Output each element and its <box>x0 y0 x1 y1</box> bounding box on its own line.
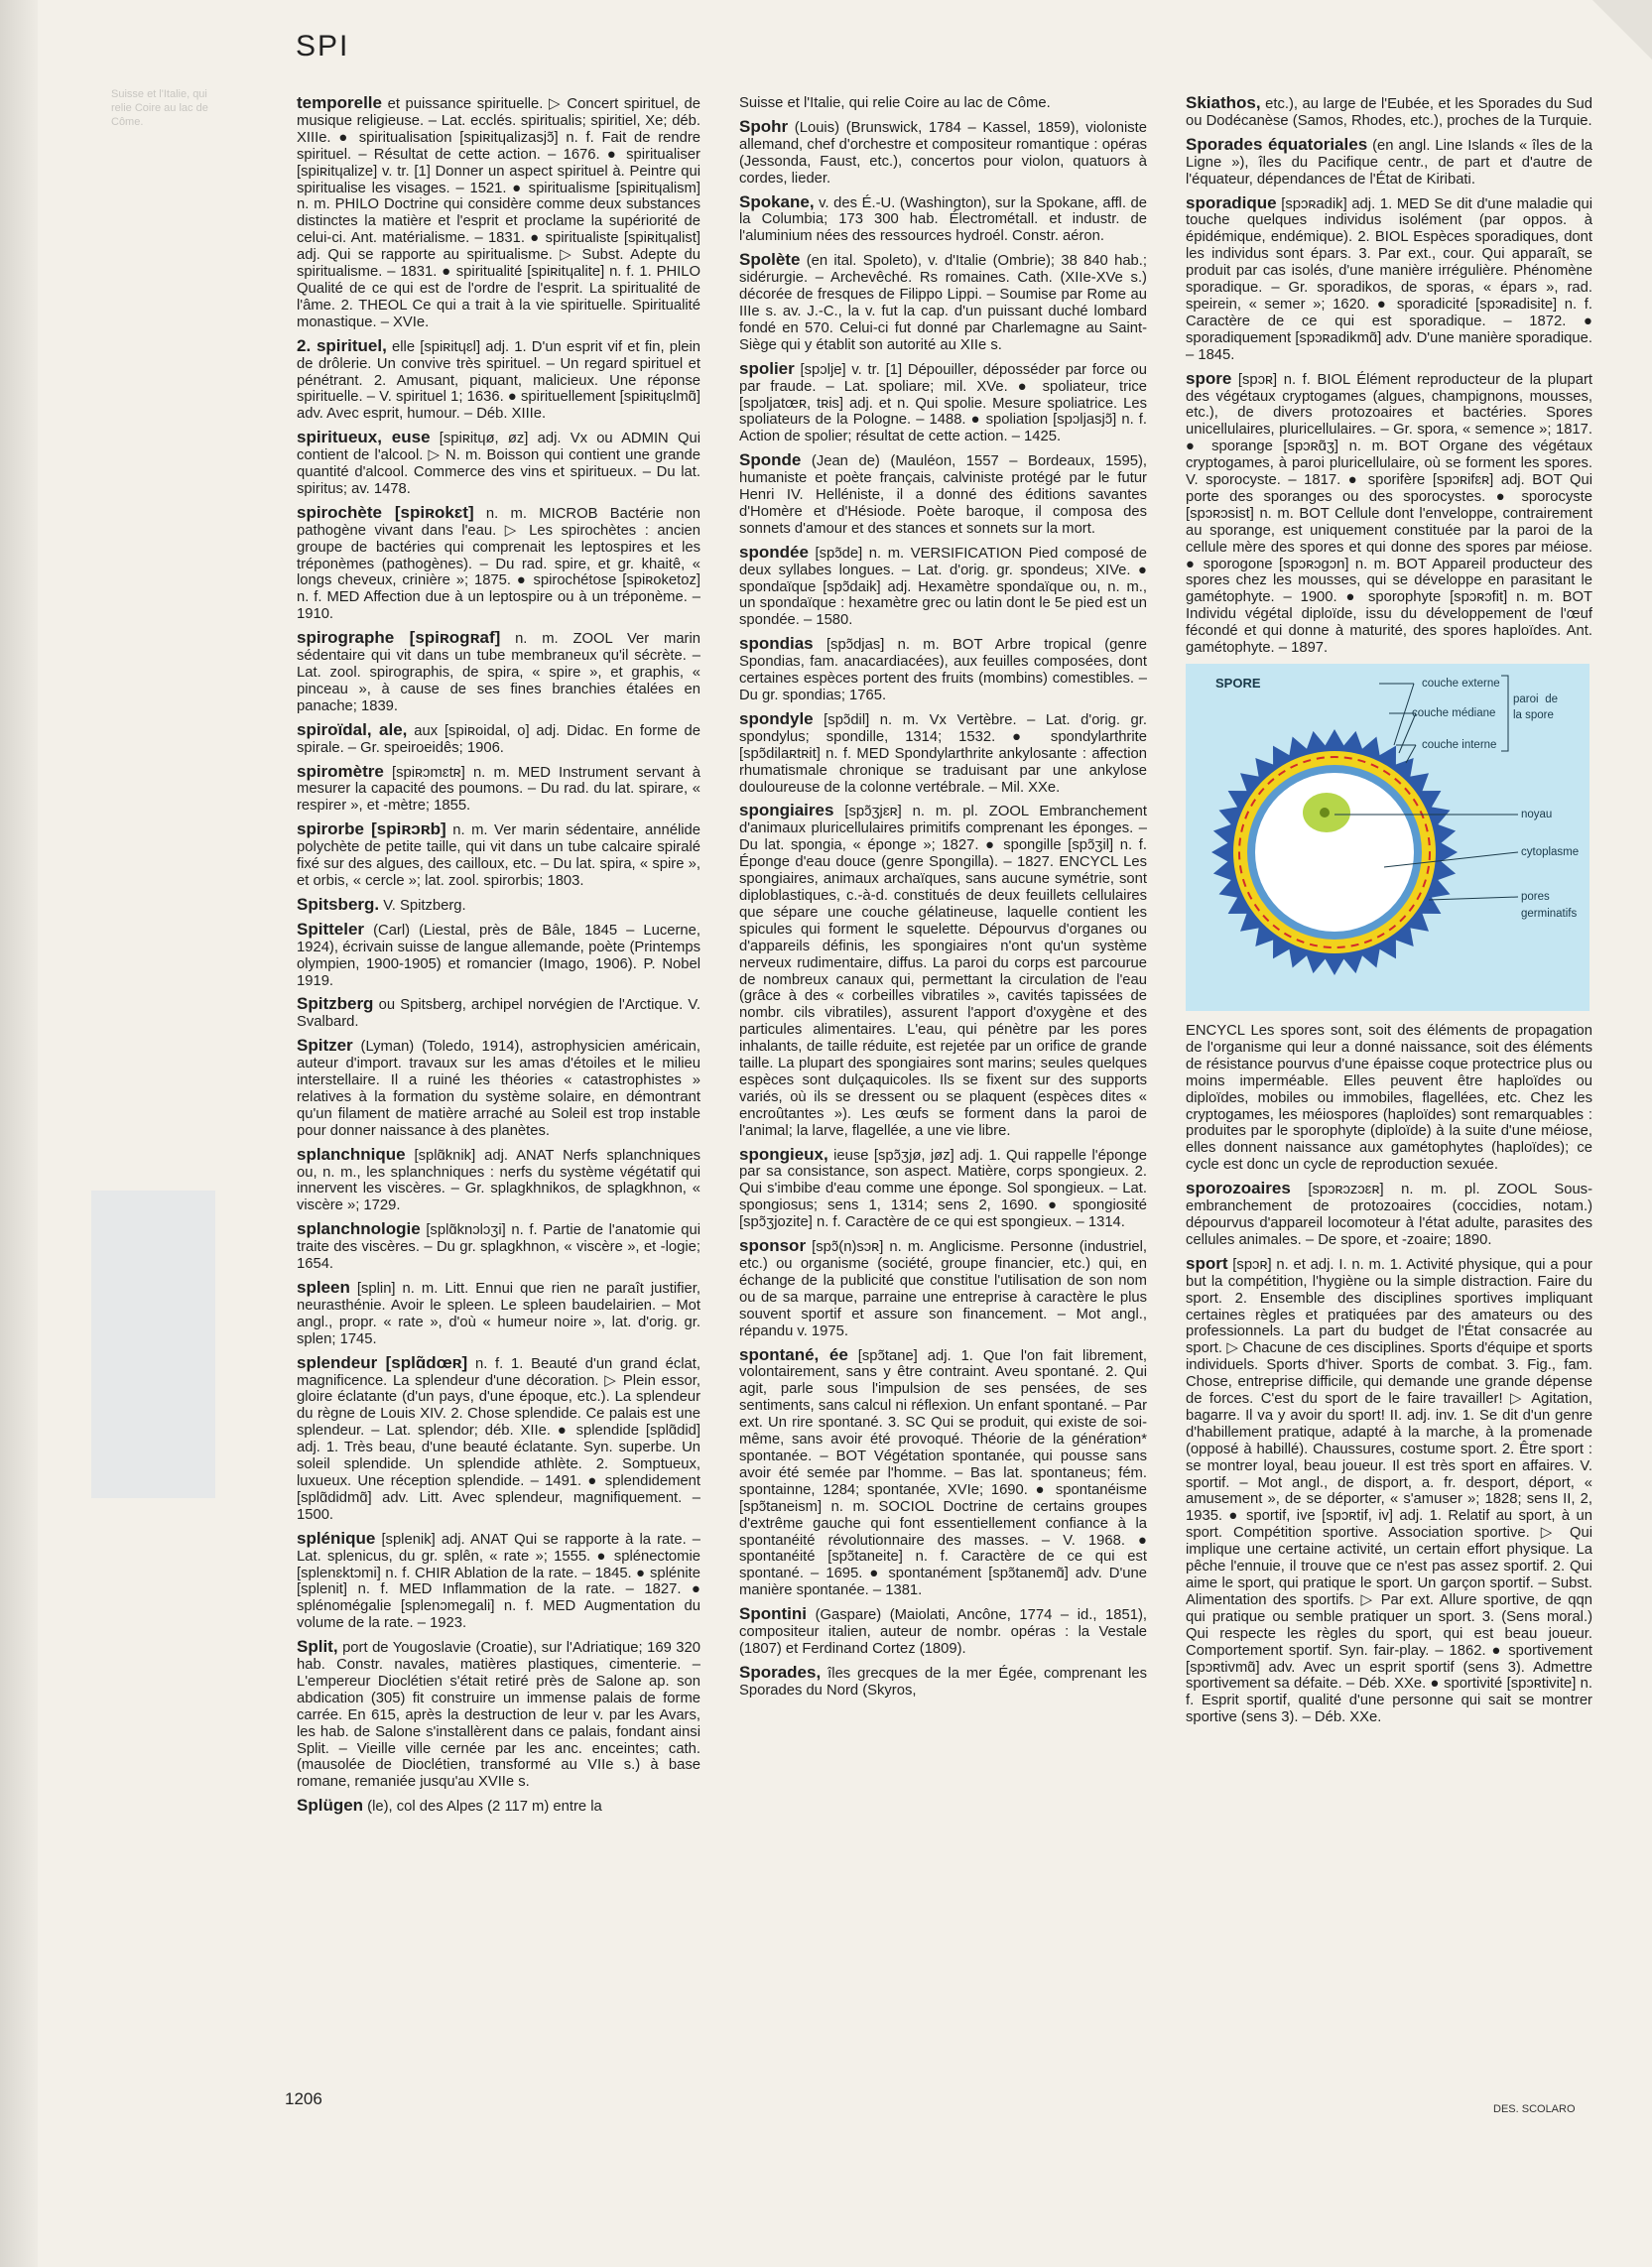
dictionary-entry: Split, port de Yougoslavie (Croatie), sur l'Adriatique; 169 320 hab. Constr. navales, matières plastiques, cimenterie. – L'empereur Dioclétien s'était retiré près de Salone ap. son abdication (305) fit construire un immense palais de forme carrée. En 615, après la destruction de leur v. par les Avars, les hab. de Salone s'installèrent dans ce palais, fondant ainsi Split. – Vieille ville cernée par les anc. enceintes; cath. (mausolée de Dioclétien, transformé au VIIe s.) à base romane, remaniée jusqu'au XVIIe s. <box>297 1637 700 1791</box>
headword: sponsor <box>739 1236 807 1256</box>
headword: Sporades, <box>739 1662 822 1682</box>
headword: sporozoaires <box>1186 1179 1291 1198</box>
nucleolus <box>1320 808 1330 818</box>
dictionary-entry: Sporades équatoriales (en angl. Line Islands « îles de la Ligne »), îles du Pacifique centr., de part et d'autre de l'équateur, dépendances de l'État de Kiribati. <box>1186 134 1593 188</box>
dictionary-entry: Sporades, îles grecques de la mer Égée, comprenant les Sporades du Nord (Skyros, <box>739 1662 1147 1699</box>
dictionary-entry: Skiathos, etc.), au large de l'Eubée, et les Sporades du Sud ou Dodécanèse (Samos, Rhodes, etc.), proches de la Turquie. <box>1186 93 1592 129</box>
headword: Skiathos, <box>1186 93 1261 112</box>
headword: spongieux, <box>739 1144 828 1164</box>
dictionary-entry: Spitzer (Lyman) (Toledo, 1914), astrophysicien américain, auteur d'import. travaux sur les amas d'étoiles et le milieu interstellaire. Il a ruiné les théories « catastrophistes » relatives à la formation du système solaire, en démontrant qu'un filament de matière arraché au Soleil est trop instable pour donner naissance à des planètes. <box>297 1036 700 1139</box>
headword: spolier <box>739 358 795 378</box>
headword: spleen <box>297 1278 350 1297</box>
dictionary-entry: Spohr (Louis) (Brunswick, 1784 – Kassel, 1859), violoniste allemand, chef d'orchestre et compositeur romantique : opéras (Jessonda, Faust, etc.), concertos pour violon, quatuors à cordes, lieder. <box>739 116 1147 187</box>
page-edge <box>0 0 38 2267</box>
label-inner-layer: couche interne <box>1422 739 1497 751</box>
dictionary-entry: 2. spirituel, elle [spiʀitɥɛl] adj. 1. D'un esprit vif et fin, plein de drôlerie. Un convive très spirituel. – Un regard spirituel et pénétrant. 2. Amusant, piquant, malicieux. Une réponse spirituelle. – V. spirituel 1; 1636. ● spirituellement [spiʀitɥɛlmɑ̃] adv. Avec esprit, humour. – Déb. XIIIe. <box>297 335 701 423</box>
dictionary-entry: spleen [splin] n. m. Litt. Ennui que rien ne paraît justifier, neurasthénie. Avoir le spleen. Le spleen baudelairien. – Mot angl., propr. « rate », d'où « humeur noire », lat. d'orig. gr. splen; 1745. <box>297 1278 700 1347</box>
dictionary-entry: Spontini (Gaspare) (Maiolati, Ancône, 1774 – id., 1851), compositeur italien, auteur de nombr. opéras : la Vestale (1807) et Ferdinand Cortez (1809). <box>739 1604 1147 1657</box>
headword: Spitzberg <box>297 994 374 1014</box>
dictionary-entry: Sponde (Jean de) (Mauléon, 1557 – Bordeaux, 1595), humaniste et poète français, calviniste protégé par le futur Henri IV. Helléniste, il a donné des éditions savantes d'Homère et d'Hésiode. Poète baroque, il composa des sonnets d'amour et des stances et sonnets sur la mort. <box>739 450 1147 537</box>
dictionary-entry: splénique [splenik] adj. ANAT Qui se rapporte à la rate. – Lat. splenicus, du gr. splên, « rate »; 1555. ● splénectomie [splenɛktɔmi] n. f. CHIR Ablation de la rate. – 1845. ● splénite [splenit] n. f. MED Inflammation de la rate. – 1827. ● splénomégalie [splenɔmegali] n. f. MED Augmentation du volume de la rate. – 1923. <box>297 1528 700 1632</box>
headword: Spokane, <box>739 191 815 211</box>
headword: spiromètre <box>297 761 384 781</box>
headword: spiritueux, euse <box>297 428 431 447</box>
headword: splénique <box>297 1528 376 1548</box>
dictionary-entry: ENCYCL Les spores sont, soit des éléments de propagation de l'organisme qui leur a donné naissance, soit des éléments de résistance pourvus d'une épaisse coque protectrice plus ou moins imperméable. Elles peuvent être haploïdes ou diploïdes, mobiles ou immobiles, flagellées, etc. Chez les cryptogames, les méiospores (haploïdes) sont remarquables : produites par le sporophyte (diploïde) à la suite d'une méiose, elles donnent naissance aux gamétophytes (haploïdes); ce cycle est donc un cycle de reproduction sexuée. <box>1186 1023 1592 1174</box>
headword: Splügen <box>297 1796 364 1816</box>
headword: sporadique <box>1186 192 1277 212</box>
headword: spirochète [spiʀokɛt] <box>297 502 474 522</box>
headword: spirographe [spiʀogʀaf] <box>297 628 501 648</box>
dictionary-entry: sporozoaires [spɔʀɔzɔɛʀ] n. m. pl. ZOOL Sous-embranchement de protozoaires (coccidies, notam.) dépourvus d'appareil locomoteur à l'état adulte, parasites des cellules animales. – De spore, et -zoaire; 1890. <box>1186 1179 1592 1248</box>
dictionary-entry: sport [spɔʀ] n. et adj. I. n. m. 1. Activité physique, qui a pour but la compétition, l'hygiène ou la simple distraction. Faire du sport. 2. Ensemble des disciplines sportives impliquant certaines règles et pratiquées par des amateurs ou des professionnels. La part du budget de l'État consacrée au sport. ▷ Chacune de ces disciplines. Sports d'équipe et sports individuels. Sports d'hiver. Sports de combat. 3. Fig., fam. Chose, entreprise difficile, qui demande une grande dépense de forces. C'est du sport de le faire travailler! ▷ Agitation, bagarre. Il va y avoir du sport! II. adj. inv. 1. Se dit d'un genre d'habillement pratique, adapté à la marche, à la promenade (opposé à habillé). Chaussures, costume sport. 2. Être sport : se montrer loyal, beau joueur. Il est très sport en affaires. V. sportif. – Mot angl., de disport, a. fr. desport, déport, « amusement », de se déporter, « s'amuser »; 1828; sens II, 2, 1935. ● sportif, ive [spɔʀtif, iv] adj. 1. Relatif au sport, à un sport. Compétition sportive. Association sportive. ▷ Qui implique une certaine activité, un certain effort physique. La pêche l'ennuie, il trouve que ce n'est pas assez sportif. 2. Qui aime le sport, qui pratique le sport. Un garçon sportif. – Subst. Alimentation des sportifs. ▷ Par ext. Allure sportive, de qqn qui pratique ou semble pratiquer un sport. 3. (Sens moral.) Qui respecte les règles du sport, qui est beau joueur. Comportement sportif. Syn. fair-play. – 1862. ● sportivement [spɔʀtivmɑ̃] adv. Avec un esprit sportif (sens 3). Admettre sportivement sa défaite. – Déb. XXe. ● sportivité [spɔʀtivite] n. f. Esprit sportif, qualité d'une personne qui sait se montrer sportive (sens 3). – Déb. XXe. <box>1186 1253 1592 1726</box>
dictionary-entry: spiroïdal, ale, aux [spiʀoidal, o] adj. Didac. En forme de spirale. – Gr. speiroeidês; 1906. <box>297 719 700 756</box>
dictionary-entry: Splügen (le), col des Alpes (2 117 m) entre la <box>297 1796 602 1816</box>
dictionary-entry: splendeur [splɑ̃dœʀ] n. f. 1. Beauté d'un grand éclat, magnificence. La splendeur d'une décoration. ▷ Plein essor, gloire éclatante (d'un pays, d'une époque, etc.). La splendeur du règne de Louis XIV. 2. Chose splendide. Ce palais est une splendeur. – Lat. splendor; déb. XIIe. ● splendide [splɑ̃did] adj. 1. Très beau, d'une beauté éclatante. Syn. superbe. Un soleil splendide. Un splendide athlète. 2. Somptueux, luxueux. Une réception splendide. – 1491. ● splendidement [splɑ̃didmɑ̃] adv. Litt. Avec splendeur, magnifiquement. – 1500. <box>297 1352 700 1523</box>
column-1 <box>297 95 700 1823</box>
label-cytoplasm: cytoplasme <box>1521 846 1580 858</box>
headword: spore <box>1186 368 1232 388</box>
dictionary-entry: spongieux, ieuse [spɔ̃ʒjø, jøz] adj. 1. Qui rappelle l'éponge par sa consistance, son aspect. Matière, corps spongieux. 2. Qui s'imbibe d'eau comme une éponge. Sol spongieux. – Lat. spongiosus; sens 1, 1314; sens 2, 1690. ● spongiosité [spɔ̃ʒjozite] n. f. Caractère de ce qui est spongieux. – 1314. <box>739 1144 1147 1231</box>
headword: Spitteler <box>297 919 365 939</box>
dictionary-entry: splanchnique [splɑ̃knik] adj. ANAT Nerfs splanchniques ou, n. m., les splanchniques : nerfs du système végétatif qui innervent les viscères. – Gr. splagkhnikos, de splagkhnon, « viscère »; 1729. <box>297 1144 700 1214</box>
headword: splendeur [splɑ̃dœʀ] <box>297 1352 468 1372</box>
dictionary-entry: spontané, ée [spɔ̃tane] adj. 1. Que l'on fait librement, volontairement, sans y être contraint. Aveu spontané. 2. Qui agit, parle sous l'impulsion de ses pensées, de ses sentiments, sans calcul ni réflexion. Un enfant spontané. – Par ext. Un rire spontané. 3. SC Qui se produit, qui existe de soi-même, sans avoir été provoqué. Théorie de la génération* spontanée. – BOT Végétation spontanée, qui pousse sans avoir été semée par l'homme. – Bas lat. spontaneus; fém. spontainne, 1284; spontanée, XVIe; 1690. ● spontanéisme [spɔ̃taneism] n. m. SOCIOL Doctrine de certains groupes d'extrême gauche qui font essentiellement confiance à la spontanéité révolutionnaire des masses. – V. 1968. ● spontanéité [spɔ̃taneite] n. f. Caractère de ce qui est spontané. – 1695. ● spontanément [spɔ̃tanemɑ̃] adv. D'une manière spontanée. – 1381. <box>739 1344 1147 1599</box>
dictionary-entry: spirochète [spiʀokɛt] n. m. MICROB Bactérie non pathogène vivant dans l'eau. ▷ Les spirochètes : ancien groupe de bactéries qui comprenait les leptospires et les tréponèmes (pathogènes). – Du rad. spire, et gr. khaitê, « longs cheveux, crinière »; 1875. ● spirochétose [spiʀoketoz] n. f. MED Affection due à un leptospire ou à un tréponème. – 1910. <box>297 502 700 623</box>
label-nucleus: noyau <box>1521 809 1553 820</box>
headword: Spontini <box>739 1604 807 1624</box>
spore-diagram <box>1186 664 1589 1011</box>
column-2 <box>739 95 1147 1706</box>
headword: spondias <box>739 634 814 654</box>
headword: temporelle <box>297 93 382 112</box>
dictionary-entry: spiromètre [spiʀɔmɛtʀ] n. m. MED Instrument servant à mesurer la capacité des poumons. – Du rad. du lat. spirare, « respirer », et -mètre; 1855. <box>297 761 700 815</box>
dictionary-entry: Spokane, v. des É.-U. (Washington), sur la Spokane, affl. de la Columbia; 173 300 hab. Électrométall. et industr. de l'aluminium nées des ressources hydroél. Constr. aéron. <box>739 191 1147 245</box>
page-corner <box>1592 0 1652 60</box>
headword: 2. spirituel, <box>297 335 387 355</box>
show-through-panel <box>91 1191 215 1498</box>
dictionary-entry: temporelle et puissance spirituelle. ▷ Concert spirituel, de musique religieuse. – Lat. ecclés. spiritualis; spiritiel, Xe; déb. XIIIe. ● spiritualisation [spiʀitɥalizasjɔ̃] n. f. Fait de rendre spirituel. – Résultat de cette action. – 1676. ● spiritualiser [spiʀitɥalize] v. tr. [1] Donner un aspect spirituel à. Peintre qui spiritualise les visages. – 1521. ● spiritualisme [spiʀitɥalism] n. m. PHILO Doctrine qui considère comme deux substances distinctes la matière et l'esprit et proclame la supériorité de celui-ci. Ant. matérialisme. – 1831. ● spiritualiste [spiʀitɥalist] adj. Qui se rapporte au spiritualisme. ▷ Subst. Adepte du spiritualisme. – 1831. ● spiritualité [spiʀitɥalite] n. f. 1. PHILO Qualité de ce qui est de l'ordre de l'esprit. La spiritualité de l'âme. 2. THEOL Ce qui a trait à la vie spirituelle. Spiritualité monastique. – XVIe. <box>297 93 700 330</box>
dictionary-entry: Spitzberg ou Spitsberg, archipel norvégien de l'Arctique. V. Svalbard. <box>297 994 700 1031</box>
illustration-credit: DES. SCOLARO <box>1493 2103 1576 2115</box>
dictionary-entry: Spitteler (Carl) (Liestal, près de Bâle, 1845 – Lucerne, 1924), écrivain suisse de langue allemande, poète (Printemps olympien, 1900-1905) et romancier (Imago, 1906). P. Nobel 1919. <box>297 919 700 989</box>
dictionary-entry: Spolète (en ital. Spoleto), v. d'Italie (Ombrie); 38 840 hab.; sidérurgie. – Archevêché. Rs romaines. Cath. (XIIe-XVe s.) décorée de fresques de Filippo Lippi. – Soumise par Rome au IIIe s. av. J.-C., la v. fut la cap. d'un puissant duché lombard fondé en 570. Celui-ci fut donné par Charlemagne au Saint-Siège qui y établit son autorité au XIIe s. <box>739 250 1147 353</box>
headword: Sporades équatoriales <box>1186 134 1368 154</box>
label-pores: pores germinatifs <box>1521 891 1578 920</box>
dictionary-entry: spiritueux, euse [spiʀitɥø, øz] adj. Vx ou ADMIN Qui contient de l'alcool. ▷ N. m. Boisson qui contient une grande quantité d'alcool. Commerce des vins et spiritueux. – Du lat. spiritus; av. 1478. <box>297 428 700 497</box>
dictionary-entry: Spitsberg. V. Spitzberg. <box>297 894 466 914</box>
headword: sport <box>1186 1253 1228 1273</box>
page-number: 1206 <box>285 2089 322 2108</box>
dictionary-entry: spondias [spɔ̃djas] n. m. BOT Arbre tropical (genre Spondias, fam. anacardiacées), aux feuilles composées, dont certaines espèces portent des fruits (mombins) comestibles. – Du gr. spondias; 1765. <box>739 634 1147 703</box>
headword: spontané, ée <box>739 1344 848 1364</box>
headword: spirorbe [spiʀɔʀb] <box>297 819 446 839</box>
headword: spiroïdal, ale, <box>297 719 408 739</box>
dictionary-entry: spirographe [spiʀogʀaf] n. m. ZOOL Ver marin sédentaire qui vit dans un tube membraneux qu'il sécrète. – Lat. zool. spirographis, de spira, « spire », et graphis, « pinceau », à cause de ses fines branchies étalées en panache; 1839. <box>297 628 700 714</box>
page-header: SPI <box>296 30 350 63</box>
dictionary-entry: spolier [spɔlje] v. tr. [1] Dépouiller, déposséder par force ou par fraude. – Lat. spoliare; mil. XVe. ● spoliateur, trice [spɔljatœʀ, tʀis] adj. et n. Qui spolie. Mesure spoliatrice. Les spoliateurs de la Pologne. – 1488. ● spoliation [spɔljasjɔ̃] n. f. Action de spolier; résultat de cette action. – 1425. <box>739 358 1147 445</box>
column-3 <box>1186 95 1592 1733</box>
headword: Spohr <box>739 116 789 136</box>
dictionary-entry: spirorbe [spiʀɔʀb] n. m. Ver marin sédentaire, annélide polychète de petite taille, qui vit dans un tube calcaire spiralé fixé sur des algues, des cailloux, etc. – Du lat. spira, « spire », et orbis, « cercle »; lat. zool. spirorbis; 1803. <box>297 819 700 889</box>
headword: Split, <box>297 1637 338 1657</box>
dictionary-entry: spongiaires [spɔ̃ʒjɛʀ] n. m. pl. ZOOL Embranchement d'animaux pluricellulaires primitifs comprenant les éponges. – Du lat. spongia, « éponge »; 1827. ● spongille [spɔ̃ʒil] n. f. Éponge d'eau douce (genre Spongilla). – 1827. ENCYCL Les spongiaires, animaux archaïques, sans aucune symétrie, sont diploblastiques, c.-à-d. constitués de deux feuillets cellulaires que sépare une couche gélatineuse, laquelle contient les spicules qui forment le squelette. Dépourvus d'organes ou d'appareils définis, les spongiaires n'ont qu'un système nerveux rudimentaire, diffus. La paroi du corps est parcourue de nombreux canaux qui, permettant la circulation de l'eau (grâce à des « corbeilles vibratiles », cavités tapissées de nombr. cils vibratiles), assurent l'apport d'oxygène et des particules alimentaires. L'eau, qui pénètre par les pores inhalants, de taille réduite, est rejetée par un orifice de grande taille. La plupart des spongiaires sont marins; seules quelques espèces sont dulçaquicoles. Ils se fixent sur des supports variés, où ils se dressent ou se plaquent (espèces dites « encroûtantes »). Les œufs se forment dans la paroi de l'animal; la larve, flagellée, a une vie libre. <box>739 801 1147 1139</box>
show-through-text: Suisse et l'Italie, qui relie Coire au lac de Côme. <box>111 88 208 128</box>
dictionary-entry: sporadique [spɔʀadik] adj. 1. MED Se dit d'une maladie qui touche quelques individus isolément (par oppos. à épidémique, endémique). 2. BIOL Espèces sporadiques, dont les individus sont épars. 3. Par ext., cour. Qui apparaît, se produit par cas isolés, d'une manière irrégulière. Phénomène sporadique. – Gr. sporadikos, de sporas, « épars », rad. speirein, « semer »; 1620. ● sporadicité [spɔʀadisite] n. f. Caractère de ce qui est sporadique. – 1872. ● sporadiquement [spɔʀadikmɑ̃] adv. D'une manière sporadique. – 1845. <box>1186 192 1592 363</box>
headword: Spitzer <box>297 1036 353 1056</box>
dictionary-entry: spondyle [spɔ̃dil] n. m. Vx Vertèbre. – Lat. d'orig. gr. spondylus; spondille, 1314; 1532. ● spondylarthrite [spɔ̃dilaʀtʀit] n. f. MED Spondylarthrite ankylosante : affection rhumatismale chronique se traduisant par une ankylose douloureuse de la colonne vertébrale. – Mil. XXe. <box>739 708 1147 796</box>
headword: splanchnologie <box>297 1219 421 1239</box>
headword: spondyle <box>739 708 814 728</box>
dictionary-entry: spondée [spɔ̃de] n. m. VERSIFICATION Pied composé de deux syllabes longues. – Lat. d'orig. gr. spondeus; XIVe. ● spondaïque [spɔ̃daik] adj. Hexamètre spondaïque ou, n. m., un spondaïque : hexamètre grec ou latin dont le 5e pied est un spondée. – 1580. <box>739 542 1147 629</box>
headword: spondée <box>739 542 809 562</box>
dictionary-entry: spore [spɔʀ] n. f. BIOL Élément reproducteur de la plupart des végétaux cryptogames (algues, champignons, mousses, etc.), de divers protozoaires et bactéries. Spores unicellulaires, pluricellulaires. – Gr. spora, « semence »; 1817. ● sporange [spɔʀɑ̃ʒ] n. m. BOT Organe des végétaux cryptogames, à paroi pluricellulaire, où se forment les spores. V. sporocyste. – 1817. ● sporifère [spɔʀifɛʀ] adj. BOT Qui porte des sporanges ou des sporocystes. ● sporocyste [spɔʀɔsist] n. m. BOT Cellule dont l'enveloppe, contrairement au sporange, est uniquement constituée par la paroi de la cellule mère des spores et qui donne des spores par méiose. ● sporogone [spɔʀɔgɔn] n. m. BOT Appareil producteur des spores chez les mousses, qui se développe en parasitant le gamétophyte. – 1900. ● sporophyte [spɔʀɔfit] n. m. BOT Individu végétal diploïde, issu du développement de l'œuf fécondé et qui donne à maturité, des spores haploïdes. Ant. gamétophyte. – 1897. <box>1186 368 1592 657</box>
headword: Spolète <box>739 250 801 270</box>
label-wall: paroi de la spore <box>1513 693 1558 721</box>
headword: splanchnique <box>297 1144 406 1164</box>
dictionary-entry: sponsor [spɔ̃(n)sɔʀ] n. m. Anglicisme. Personne (industriel, etc.) ou organisme (société, groupe financier, etc.) qui, en échange de la publicité que constitue l'utilisation de son nom ou de sa marque, parraine une entreprise à caractère le plus souvent sportif et assure son financement. – Mot angl., répandu v. 1975. <box>739 1236 1147 1339</box>
headword: Spitsberg. <box>297 894 380 914</box>
headword: Sponde <box>739 450 802 470</box>
dictionary-entry: Suisse et l'Italie, qui relie Coire au lac de Côme. <box>739 95 1051 111</box>
diagram-title: SPORE <box>1215 676 1261 691</box>
label-outer-layer: couche externe <box>1422 678 1500 690</box>
dictionary-entry: splanchnologie [splɑ̃knɔlɔʒi] n. f. Partie de l'anatomie qui traite des viscères. – Du gr. splagkhnon, « viscère », et -logie; 1654. <box>297 1219 700 1273</box>
headword: spongiaires <box>739 801 834 820</box>
label-middle-layer: couche médiane <box>1412 707 1496 719</box>
